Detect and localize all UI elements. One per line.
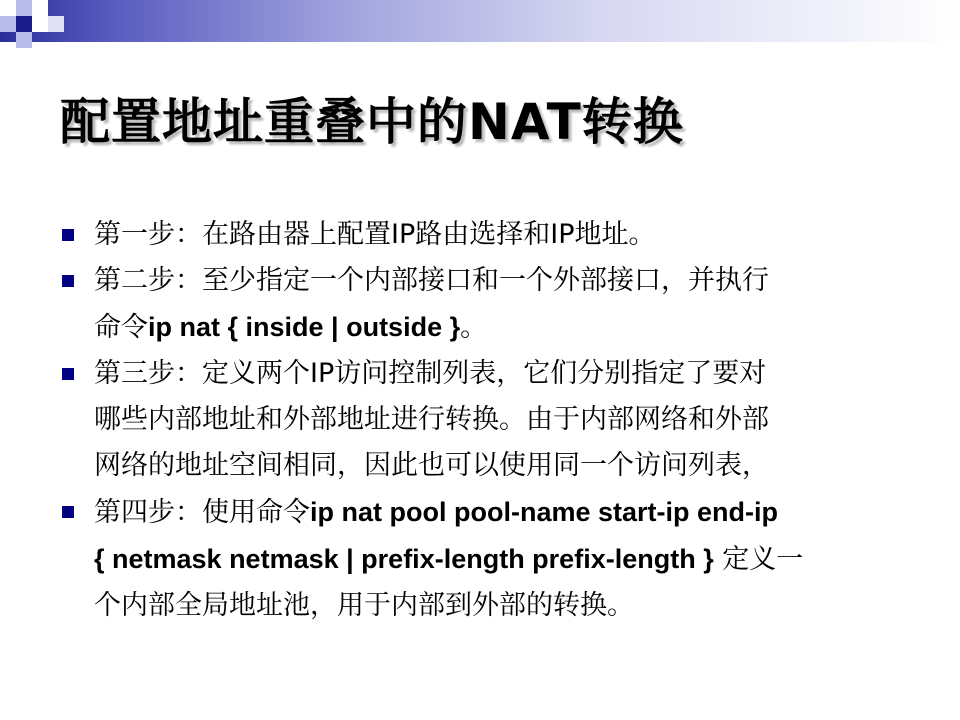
text-suffix: 定义一 (713, 544, 804, 575)
header-gradient-bar (0, 0, 960, 42)
corner-square (32, 0, 48, 16)
bullet-text: 哪些内部地址和外部地址进行转换。由于内部网络和外部 (94, 404, 769, 435)
bullet-text-line2 (94, 536, 920, 583)
text-prefix: 第四步：使用命令 (94, 497, 310, 528)
corner-square (16, 16, 32, 32)
bullet-item-step4 (60, 489, 920, 629)
corner-square (48, 16, 64, 32)
bullet-text: 个内部全局地址池，用于内部到外部的转换。 (94, 590, 634, 621)
corner-square (32, 16, 48, 32)
bullet-text: 第三步：定义两个IP访问控制列表，它们分别指定了要对 (94, 358, 767, 389)
text-suffix: 。 (460, 312, 488, 343)
square-bullet-icon (62, 506, 74, 518)
bullet-list (60, 212, 920, 629)
command-text: { netmask netmask | prefix-length prefix-length } (94, 544, 714, 574)
command-text: ip nat pool pool-name start-ip end-ip (310, 497, 778, 527)
slide-title: 配置地址重叠中的NAT转换 (60, 93, 684, 151)
bullet-text: 第一步：在路由器上配置IP路由选择和IP地址。 (94, 219, 656, 250)
corner-square (16, 0, 32, 16)
bullet-item-step3 (60, 351, 920, 489)
bullet-text-line1 (94, 489, 920, 536)
corner-square (0, 0, 16, 16)
corner-square (16, 32, 32, 48)
bullet-text-line2 (94, 304, 920, 351)
bullet-item-step1 (60, 212, 920, 258)
bullet-text: 网络的地址空间相同，因此也可以使用同一个访问列表， (94, 450, 769, 481)
text-prefix: 命令 (94, 312, 148, 343)
square-bullet-icon (62, 229, 74, 241)
corner-square (0, 16, 16, 32)
bullet-item-step2 (60, 258, 920, 351)
command-text: ip nat { inside | outside } (148, 312, 461, 342)
square-bullet-icon (62, 275, 74, 287)
square-bullet-icon (62, 368, 74, 380)
bullet-text: 第二步：至少指定一个内部接口和一个外部接口，并执行 (94, 265, 769, 296)
